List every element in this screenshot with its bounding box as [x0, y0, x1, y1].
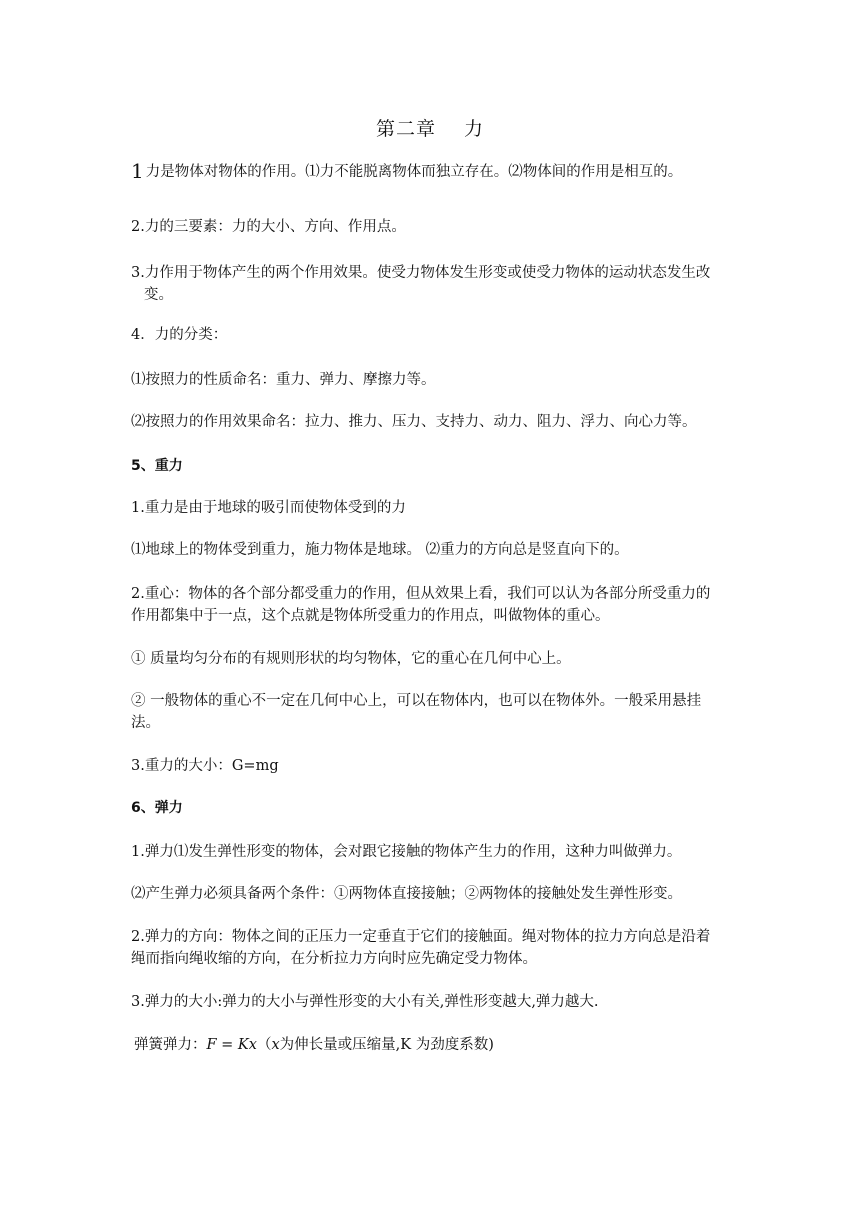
paragraph-by-effect: ⑵按照力的作用效果命名：拉力、推力、压力、支持力、动力、阻力、浮力、向心力等。: [131, 414, 697, 430]
spring-paren: （: [256, 1037, 272, 1053]
paragraph-center-gravity-line2: 作用都集中于一点，这个点就是物体所受重力的作用点，叫做物体的重心。: [131, 608, 610, 624]
paragraph-gravity-definition: 1.重力是由于地球的吸引而使物体受到的力: [131, 500, 406, 516]
paragraph-elastic-definition: 1.弹力⑴发生弹性形变的物体，会对跟它接触的物体产生力的作用，这种力叫做弹力。: [131, 844, 682, 860]
paragraph-elastic-direction-line1: 2.弹力的方向：物体之间的正压力一定垂直于它们的接触面。绳对物体的拉力方向总是沿着: [131, 929, 711, 945]
paragraph-effects-line2: 变。: [144, 287, 173, 303]
paragraph-general-body-line2: 法。: [131, 715, 160, 731]
spring-explanation: 为伸长量或压缩量,K 为劲度系数): [279, 1037, 494, 1053]
paragraph-force-definition: [131, 160, 731, 183]
paragraph-gravity-magnitude: 3.重力的大小：G=mg: [131, 758, 279, 774]
spring-x-symbol: x: [271, 1037, 280, 1053]
paragraph-elastic-direction-line2: 绳而指向绳收缩的方向，在分析拉力方向时应先确定受力物体。: [131, 951, 537, 967]
spring-formula: F = Kx: [206, 1037, 257, 1053]
paragraph-uniform-body: ① 质量均匀分布的有规则形状的均匀物体，它的重心在几何中心上。: [131, 651, 571, 667]
paragraph-elastic-conditions: ⑵产生弹力必须具备两个条件：①两物体直接接触；②两物体的接触处发生弹性形变。: [131, 886, 682, 902]
spring-label: 弹簧弹力：: [134, 1037, 207, 1053]
paragraph-classification: 4．力的分类：: [131, 327, 228, 343]
paragraph-by-nature: ⑴按照力的性质命名：重力、弹力、摩擦力等。: [131, 372, 436, 388]
paragraph-elastic-magnitude: 3.弹力的大小:弹力的大小与弹性形变的大小有关,弹性形变越大,弹力越大.: [131, 994, 599, 1010]
paragraph-text: 力是物体对物体的作用。⑴力不能脱离物体而独立存在。⑵物体间的作用是相互的。: [145, 164, 683, 180]
paragraph-three-elements: 2.力的三要素：力的大小、方向、作用点。: [131, 219, 406, 235]
chapter-title-sub: 力: [464, 118, 485, 140]
section-heading-elastic: 6、弹力: [131, 800, 183, 816]
chapter-title: [0, 114, 860, 141]
chapter-title-main: 第二章: [375, 118, 436, 140]
paragraph-gravity-points: ⑴地球上的物体受到重力，施力物体是地球。 ⑵重力的方向总是竖直向下的。: [131, 542, 629, 558]
section-heading-gravity: 5、重力: [131, 458, 183, 474]
paragraph-spring-force: [134, 1034, 734, 1056]
paragraph-effects-line1: 3.力作用于物体产生的两个作用效果。使受力物体发生形变或使受力物体的运动状态发生改: [131, 265, 711, 281]
paragraph-general-body-line1: ② 一般物体的重心不一定在几何中心上，可以在物体内，也可以在物体外。一般采用悬挂: [131, 693, 702, 709]
paragraph-center-gravity-line1: 2.重心：物体的各个部分都受重力的作用，但从效果上看，我们可以认为各部分所受重力的: [131, 586, 711, 602]
item-number: 1: [131, 159, 144, 183]
